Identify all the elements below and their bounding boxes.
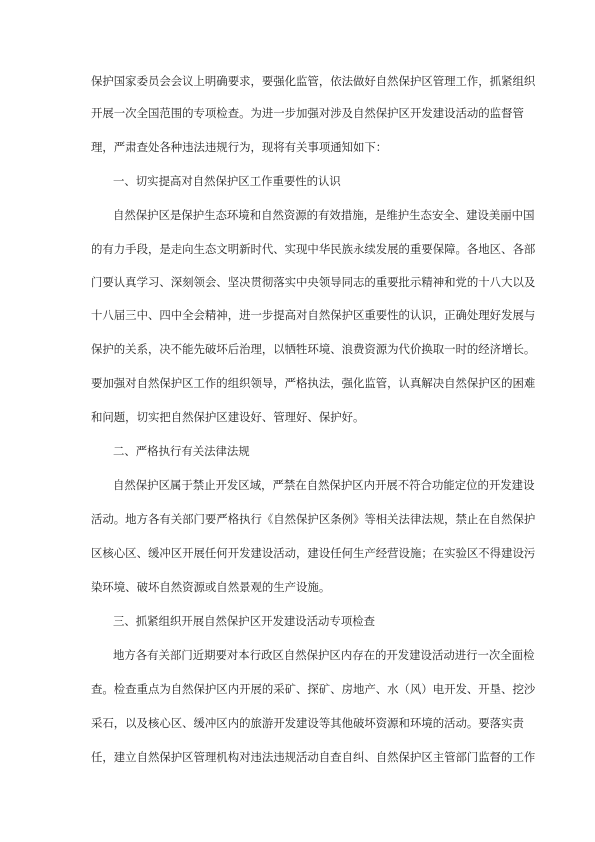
paragraph-line: 保护的关系，决不能先破坏后治理，以牺牲环境、浪费资源为代价换取一时的经济增长。	[91, 342, 536, 356]
paragraph-line: 地方各有关部门近期要对本行政区自然保护区内存在的开发建设活动进行一次全面检	[113, 648, 535, 662]
paragraph-line: 要加强对自然保护区工作的组织领导，严格执法，强化监管，认真解决自然保护区的困难	[91, 376, 536, 390]
paragraph-line: 的有力手段，是走向生态文明新时代、实现中华民族永续发展的重要保障。各地区、各部	[91, 242, 536, 256]
paragraph-line: 采石，以及核心区、缓冲区内的旅游开发建设等其他破坏资源和环境的活动。要落实责	[91, 716, 524, 730]
paragraph-line: 区核心区、缓冲区开展任何开发建设活动，建设任何生产经营设施；在实验区不得建设污	[91, 546, 536, 560]
section-heading-3: 三、抓紧组织开展自然保护区开发建设活动专项检查	[113, 614, 375, 628]
paragraph-line: 保护国家委员会会议上明确要求，要强化监管，依法做好自然保护区管理工作，抓紧组织	[91, 74, 536, 88]
paragraph-line: 活动。地方各有关部门要严格执行《自然保护区条例》等相关法律法规，禁止在自然保护	[91, 512, 536, 526]
paragraph-line: 查。检查重点为自然保护区内开展的采矿、探矿、房地产、水（风）电开发、开垦、挖沙	[91, 682, 536, 696]
paragraph-line: 开展一次全国范围的专项检查。为进一步加强对涉及自然保护区开发建设活动的监督管	[91, 106, 524, 120]
section-heading-1: 一、切实提高对自然保护区工作重要性的认识	[113, 174, 341, 188]
paragraph-line: 和问题，切实把自然保护区建设好、管理好、保护好。	[91, 410, 365, 424]
paragraph-line: 染环境、破坏自然资源或自然景观的生产设施。	[91, 580, 331, 594]
paragraph-line: 理，严肃查处各种违法违规行为，现将有关事项通知如下：	[91, 140, 388, 154]
section-heading-2: 二、严格执行有关法律法规	[113, 444, 250, 458]
paragraph-line: 任，建立自然保护区管理机构对违法违规活动自查自纠、自然保护区主管部门监督的工作	[91, 750, 536, 764]
paragraph-line: 门要认真学习、深刻领会、坚决贯彻落实中央领导同志的重要批示精神和党的十八大以及	[91, 275, 536, 289]
paragraph-line: 十八届三中、四中全会精神，进一步提高对自然保护区重要性的认识，正确处理好发展与	[91, 308, 536, 322]
paragraph-line: 自然保护区是保护生态环境和自然资源的有效措施，是维护生态安全、建设美丽中国	[113, 208, 535, 222]
paragraph-line: 自然保护区属于禁止开发区域，严禁在自然保护区内开展不符合功能定位的开发建设	[113, 478, 535, 492]
